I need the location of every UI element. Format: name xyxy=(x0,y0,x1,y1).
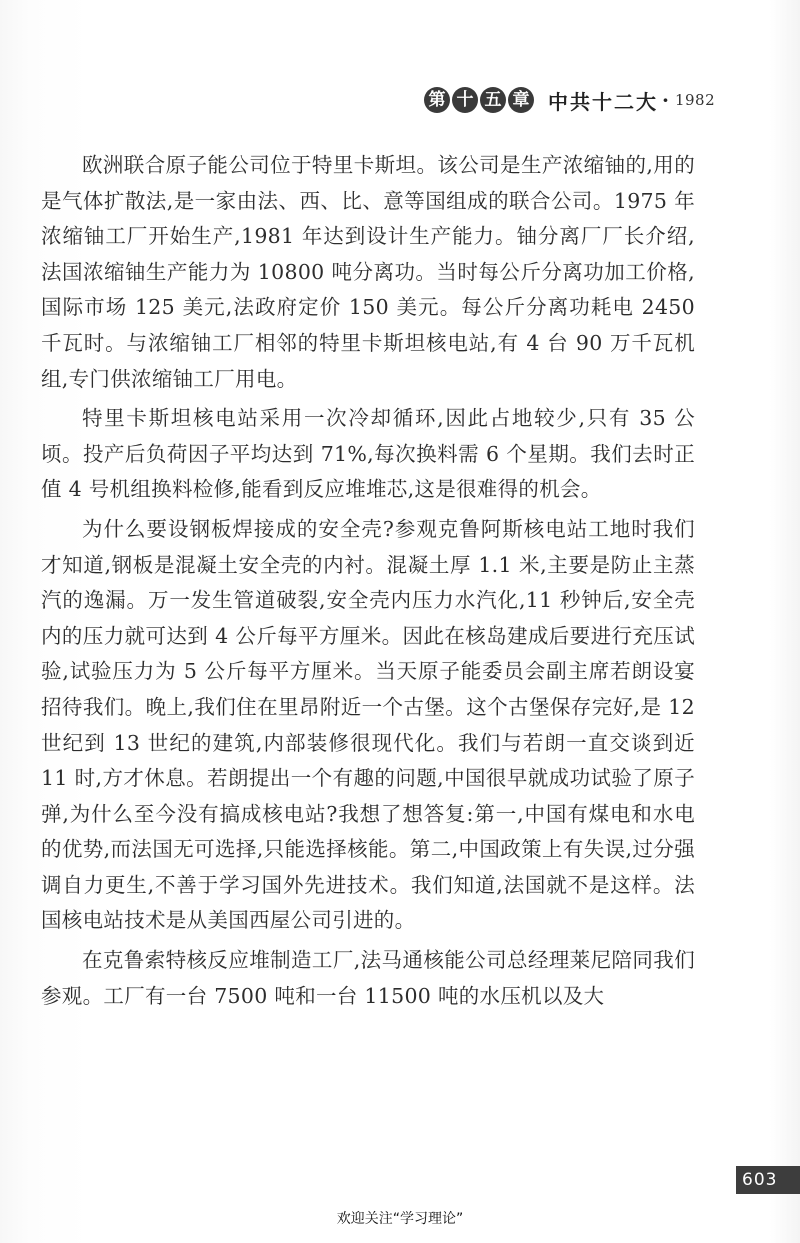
running-header xyxy=(424,86,715,114)
chapter-year: 1982 xyxy=(674,91,716,109)
page-number: 603 xyxy=(736,1166,800,1194)
paragraph: 在克鲁索特核反应堆制造工厂,法马通核能公司总经理莱尼陪同我们参观。工厂有一台 7500 吨和一台 11500 吨的水压机以及大 xyxy=(41,948,695,1008)
chapter-char: 十 xyxy=(452,87,478,113)
chapter-char: 第 xyxy=(424,87,450,113)
paragraph: 为什么要设钢板焊接成的安全壳?参观克鲁阿斯核电站工地时我们才知道,钢板是混凝土安全壳的内衬。混凝土厚 1.1 米,主要是防止主蒸汽的逸漏。万一发生管道破裂,安全壳内压力水汽化,11 秒钟后,安全壳内的压力就可达到 4 公斤每平方厘米。因此在核岛建成后要进行充压试验,试验压力为 5 公斤每平方厘米。当天原子能委员会副主席若朗设宴招待我们。晚上,我们住在里昂附近一个古堡。这个古堡保存完好,是 12 世纪到 13 世纪的建筑,内部装修很现代化。我们与若朗一直交谈到近 11 时,方才休息。若朗提出一个有趣的问题,中国很早就成功试验了原子弹,为什么至今没有搞成核电站?我想了想答复:第一,中国有煤电和水电的优势,而法国无可选择,只能选择核能。第二,中国政策上有失误,过分强调自力更生,不善于学习国外先进技术。我们知道,法国就不是这样。法国核电站技术是从美国西屋公司引进的。 xyxy=(41,516,695,933)
chapter-badge xyxy=(424,87,534,113)
paragraph: 欧洲联合原子能公司位于特里卡斯坦。该公司是生产浓缩铀的,用的是气体扩散法,是一家由法、西、比、意等国组成的联合公司。1975 年浓缩铀工厂开始生产,1981 年达到设计生产能力。铀分离厂厂长介绍,法国浓缩铀生产能力为 10800 吨分离功。当时每公斤分离功加工价格,国际市场 125 美元,法政府定价 150 美元。每公斤分离功耗电 2450 千瓦时。与浓缩铀工厂相邻的特里卡斯坦核电站,有 4 台 90 万千瓦机组,专门供浓缩铀工厂用电。 xyxy=(41,153,695,391)
body-text xyxy=(41,148,695,1018)
paragraph: 特里卡斯坦核电站采用一次冷却循环,因此占地较少,只有 35 公顷。投产后负荷因子平均达到 71%,每次换料需 6 个星期。我们去时正值 4 号机组换料检修,能看到反应堆堆芯,这是很难得的机会。 xyxy=(41,406,695,502)
chapter-char: 章 xyxy=(508,87,534,113)
header-separator: · xyxy=(662,88,669,112)
chapter-char: 五 xyxy=(480,87,506,113)
footer-note: 欢迎关注“学习理论” xyxy=(336,1211,464,1227)
chapter-title: 中共十二大 xyxy=(548,89,658,114)
